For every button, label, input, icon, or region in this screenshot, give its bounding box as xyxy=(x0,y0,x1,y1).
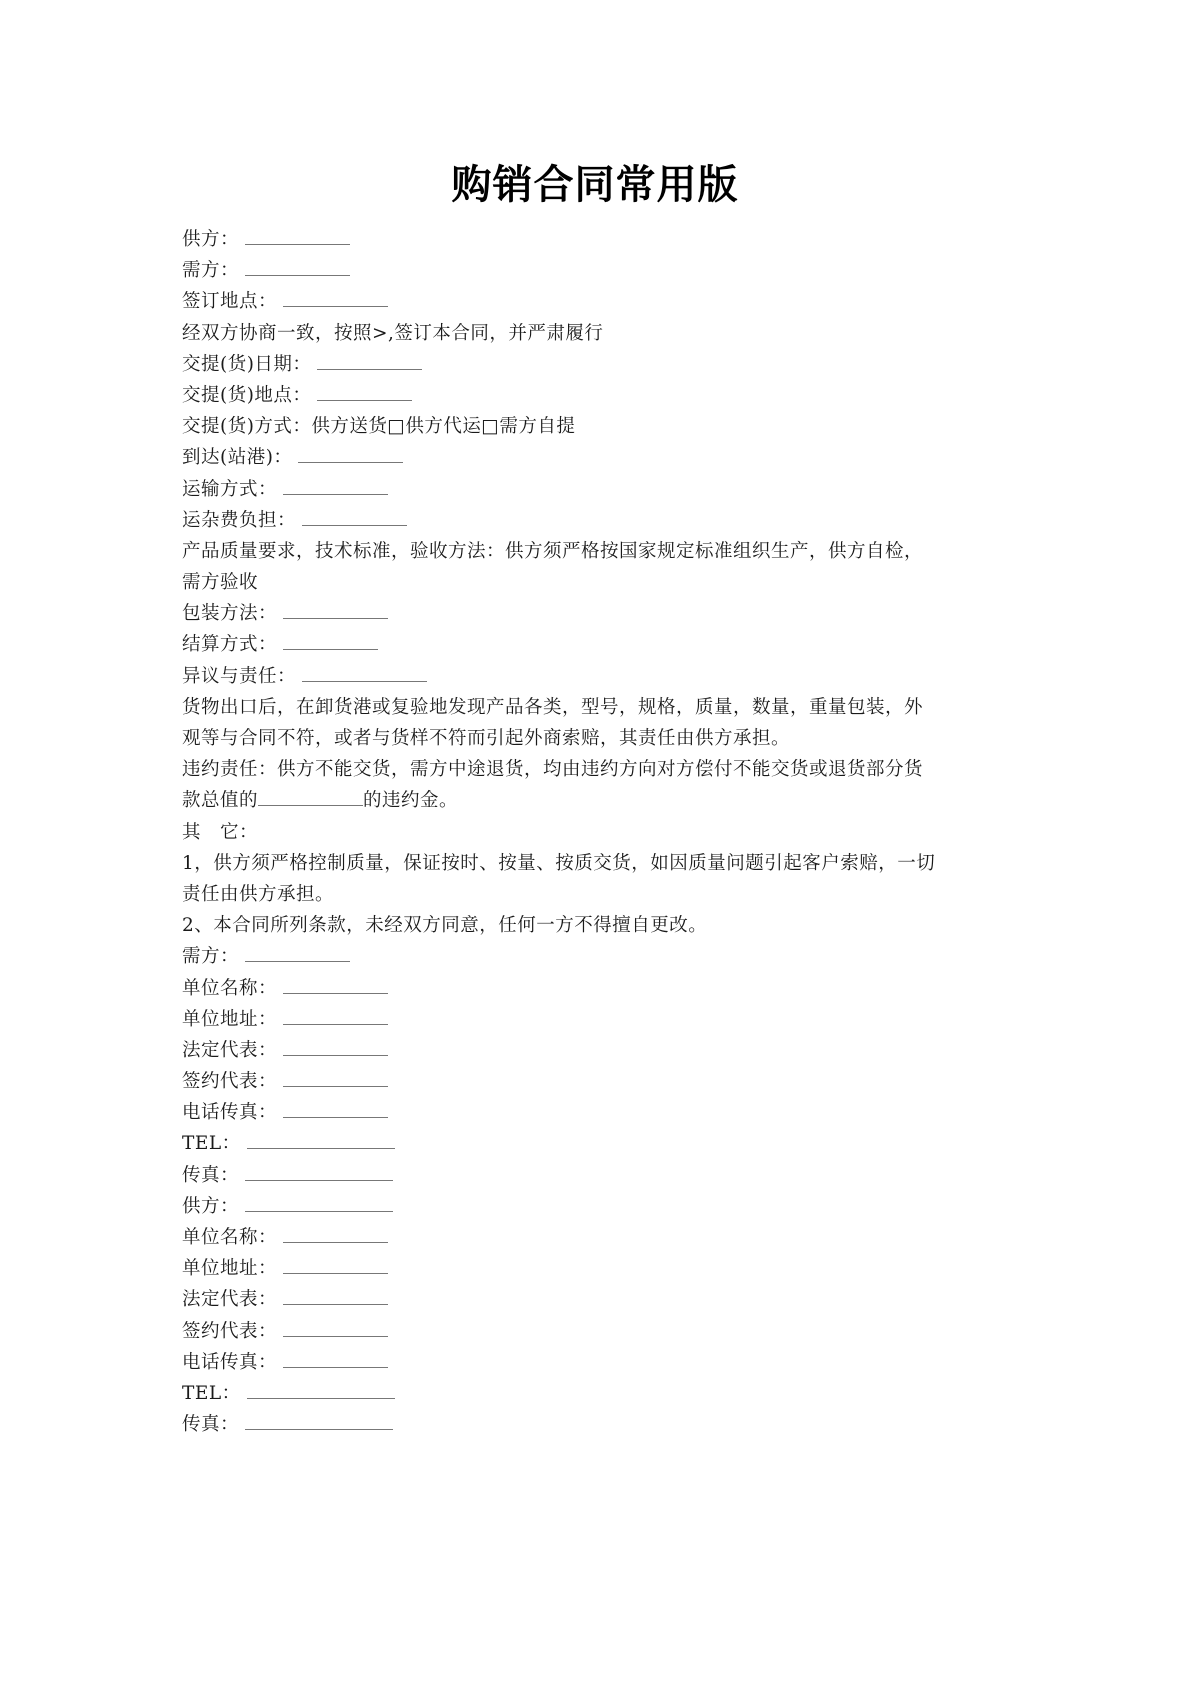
field-label: 电话传真： xyxy=(182,1351,278,1373)
blank-underline[interactable] xyxy=(302,507,407,526)
field-label: 需方： xyxy=(182,946,240,968)
field-label: 电话传真： xyxy=(182,1102,278,1124)
blank-underline[interactable] xyxy=(283,1068,388,1087)
quality-text-line1: 产品质量要求，技术标准，验收方法：供方须严格按国家规定标准组织生产，供方自检， xyxy=(182,540,924,562)
breach-clause-line2 xyxy=(182,785,1022,816)
field-delivery-place xyxy=(182,380,1022,411)
blank-underline[interactable] xyxy=(245,1162,393,1181)
other-heading: 其 它： xyxy=(182,821,259,843)
breach-prefix: 款总值的 xyxy=(182,790,259,812)
buyer-field-signing-rep xyxy=(182,1066,1022,1097)
blank-underline[interactable] xyxy=(245,1193,393,1212)
field-label: 签约代表： xyxy=(182,1071,278,1093)
field-label: 单位地址： xyxy=(182,1258,278,1280)
buyer-field-company-address xyxy=(182,1004,1022,1035)
field-label: 交提(货)地点： xyxy=(182,384,312,406)
blank-underline[interactable] xyxy=(283,1037,388,1056)
blank-underline[interactable] xyxy=(247,1130,395,1149)
buyer-field-tel xyxy=(182,1128,1022,1159)
buyer-field-fax xyxy=(182,1160,1022,1191)
supplier-field-tel xyxy=(182,1378,1022,1409)
blank-underline[interactable] xyxy=(247,1380,395,1399)
field-label: 法定代表： xyxy=(182,1289,278,1311)
field-label: TEL： xyxy=(182,1382,241,1404)
supplier-field-legal-rep xyxy=(182,1284,1022,1315)
field-label: 签约代表： xyxy=(182,1320,278,1342)
buyer-field-phone-fax xyxy=(182,1097,1022,1128)
blank-underline[interactable] xyxy=(245,226,350,245)
supplier-heading xyxy=(182,1191,1022,1222)
blank-underline[interactable] xyxy=(245,943,350,962)
field-label: 传真： xyxy=(182,1164,240,1186)
field-packing xyxy=(182,598,1022,629)
supplier-field-signing-rep xyxy=(182,1316,1022,1347)
blank-underline[interactable] xyxy=(283,288,388,307)
export-clause-line2: 观等与合同不符，或者与货样不符而引起外商索赔，其责任由供方承担。 xyxy=(182,728,791,749)
field-transport-mode xyxy=(182,474,1022,505)
field-label: 结算方式： xyxy=(182,634,278,656)
field-label: 交提(货)日期： xyxy=(182,353,312,375)
field-arrival-port xyxy=(182,442,1022,473)
buyer-field-legal-rep xyxy=(182,1035,1022,1066)
blank-underline[interactable] xyxy=(283,476,388,495)
other-item2: 2、本合同所列条款，未经双方同意，任何一方不得擅自更改。 xyxy=(182,915,708,937)
blank-underline[interactable] xyxy=(317,351,422,370)
quality-text-line2: 需方验收 xyxy=(182,572,259,594)
field-delivery-date xyxy=(182,349,1022,380)
breach-suffix: 的违约金。 xyxy=(363,790,459,812)
blank-underline[interactable] xyxy=(283,1255,388,1274)
field-freight-bearer xyxy=(182,505,1022,536)
field-label: 需方： xyxy=(182,260,240,282)
supplier-field-company-name xyxy=(182,1222,1022,1253)
blank-underline[interactable] xyxy=(302,663,427,682)
field-label: TEL： xyxy=(182,1133,241,1155)
field-label: 单位名称： xyxy=(182,977,278,999)
blank-underline[interactable] xyxy=(283,1318,388,1337)
supplier-field-fax xyxy=(182,1409,1022,1440)
breach-clause-line1: 违约责任：供方不能交货，需方中途退货，均由违约方向对方偿付不能交货或退货部分货 xyxy=(182,759,924,781)
intro-text: 经双方协商一致，按照>,签订本合同，并严肃履行 xyxy=(182,322,604,344)
field-label: 传真： xyxy=(182,1414,240,1436)
blank-underline[interactable] xyxy=(245,1411,393,1430)
export-clause-line1: 货物出口后，在卸货港或复验地发现产品各类，型号，规格，质量，数量，重量包装，外 xyxy=(182,696,924,718)
field-label: 签订地点： xyxy=(182,291,278,313)
other-item1-line1: 1，供方须严格控制质量，保证按时、按量、按质交货，如因质量问题引起客户索赔，一切 xyxy=(182,852,936,874)
document-title: 购销合同常用版 xyxy=(451,162,739,208)
blank-underline[interactable] xyxy=(258,787,363,806)
field-label: 运杂费负担： xyxy=(182,509,297,531)
blank-underline[interactable] xyxy=(283,1224,388,1243)
buyer-heading xyxy=(182,941,1022,972)
field-signing-place xyxy=(182,286,1022,317)
supplier-field-phone-fax xyxy=(182,1347,1022,1378)
supplier-field-company-address xyxy=(182,1253,1022,1284)
other-item1-line2: 责任由供方承担。 xyxy=(182,883,335,905)
document-body xyxy=(182,224,1022,1440)
blank-underline[interactable] xyxy=(283,1099,388,1118)
field-buyer xyxy=(182,255,1022,286)
field-label: 异议与责任： xyxy=(182,665,297,687)
field-label: 单位名称： xyxy=(182,1227,278,1248)
field-supplier xyxy=(182,224,1022,255)
field-label: 供方： xyxy=(182,1195,240,1217)
delivery-method-text: 交提(货)方式：供方送货□供方代运□需方自提 xyxy=(182,416,576,438)
blank-underline[interactable] xyxy=(283,1349,388,1368)
field-settlement xyxy=(182,629,1022,660)
blank-underline[interactable] xyxy=(283,631,378,650)
blank-underline[interactable] xyxy=(317,382,412,401)
field-label: 包装方法： xyxy=(182,603,278,625)
field-label: 法定代表： xyxy=(182,1039,278,1061)
blank-underline[interactable] xyxy=(283,975,388,994)
field-label: 运输方式： xyxy=(182,478,278,500)
field-objection xyxy=(182,661,1022,692)
blank-underline[interactable] xyxy=(245,257,350,276)
blank-underline[interactable] xyxy=(298,444,403,463)
blank-underline[interactable] xyxy=(283,600,388,619)
field-label: 到达(站港)： xyxy=(182,447,293,469)
field-label: 单位地址： xyxy=(182,1008,278,1030)
buyer-field-company-name xyxy=(182,973,1022,1004)
field-label: 供方： xyxy=(182,229,240,250)
blank-underline[interactable] xyxy=(283,1286,388,1305)
blank-underline[interactable] xyxy=(283,1006,388,1025)
